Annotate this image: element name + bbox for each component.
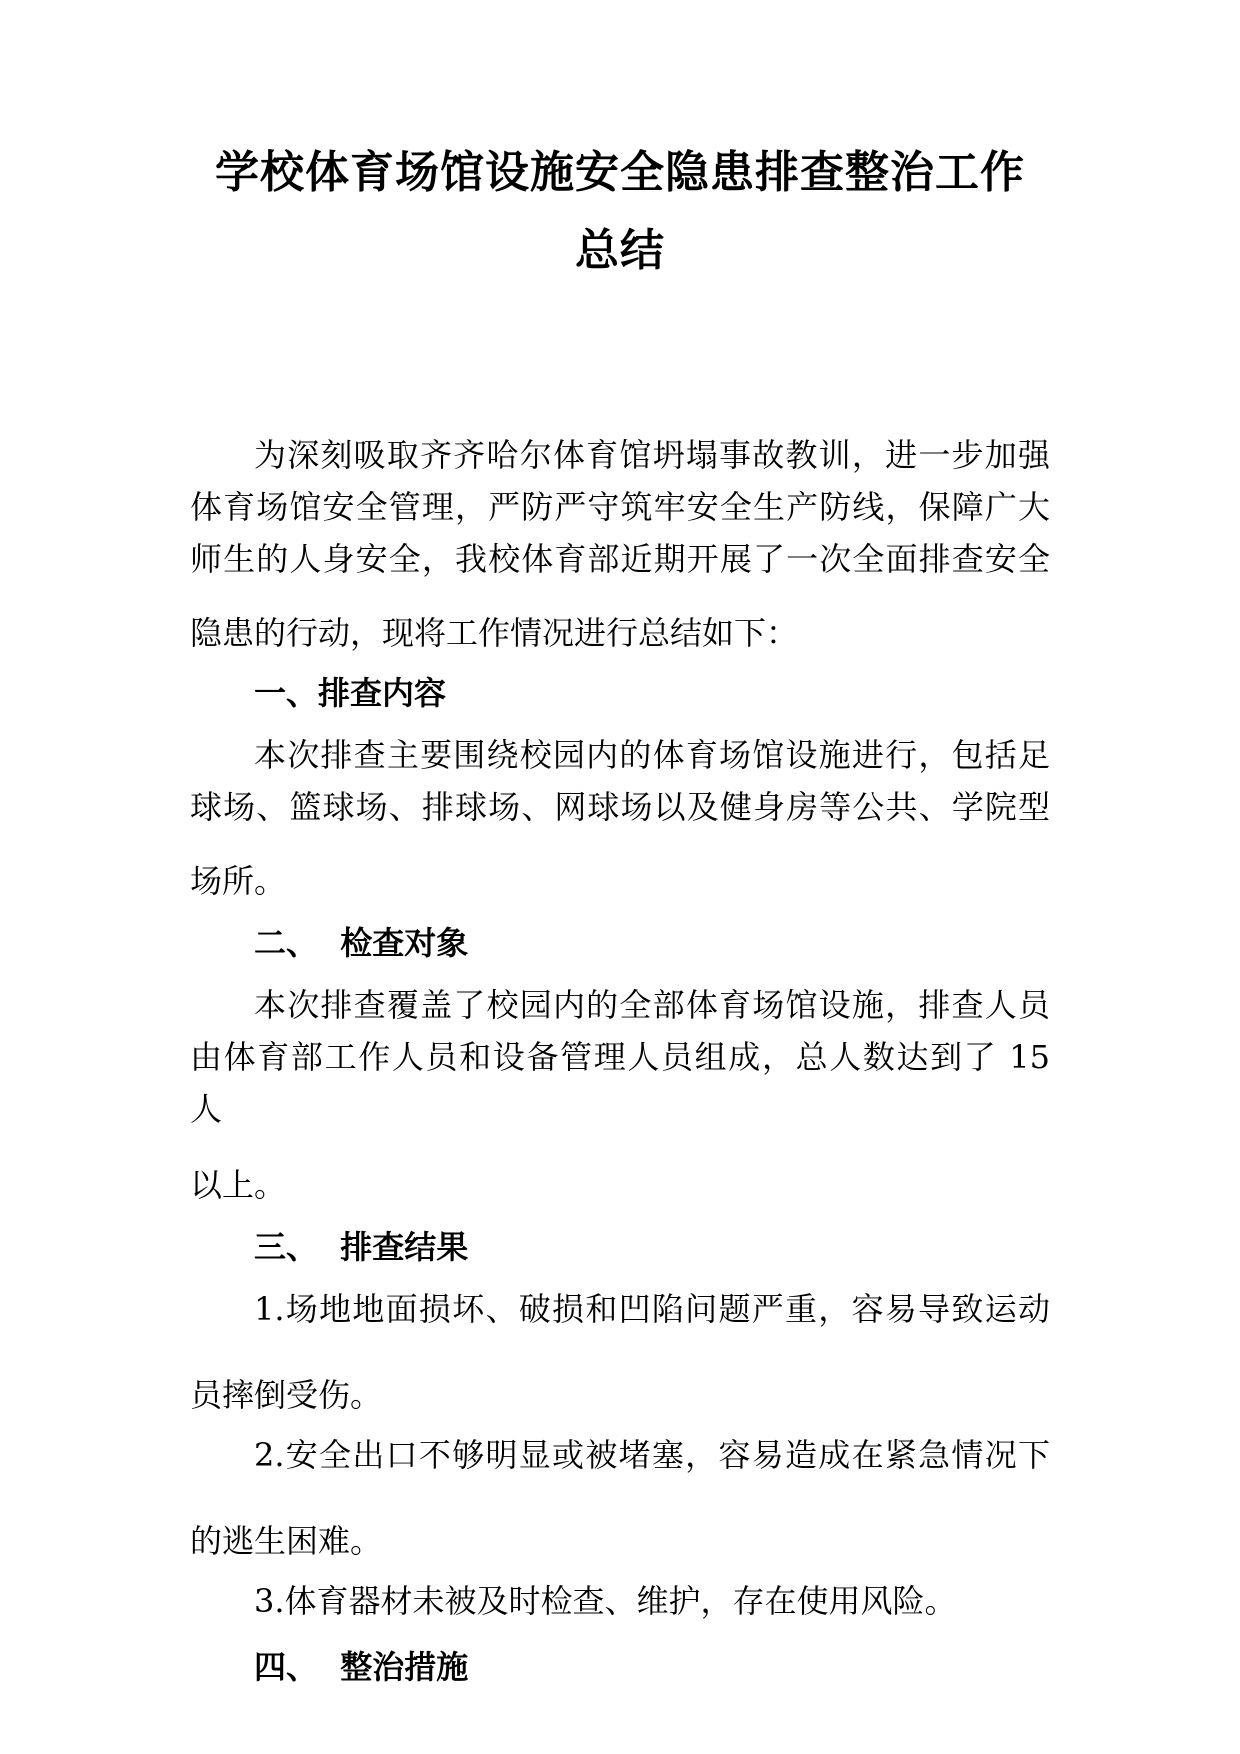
section-1-line-1: 本次排查主要围绕校园内的体育场馆设施进行，包括足 — [254, 736, 1050, 774]
section-3-line-4: 的逃生困难。 — [190, 1522, 383, 1560]
intro-line-3: 师生的人身安全，我校体育部近期开展了一次全面排查安全 — [190, 540, 1050, 578]
section-3-line-2: 员摔倒受伤。 — [190, 1376, 383, 1414]
intro-line-2: 体育场馆安全管理，严防严守筑牢安全生产防线，保障广大 — [190, 488, 1050, 526]
section-2-line-3: 人 — [190, 1090, 223, 1128]
section-3-line-3: 2.安全出口不够明显或被堵塞，容易造成在紧急情况下 — [254, 1436, 1050, 1474]
intro-line-4: 隐患的行动，现将工作情况进行总结如下： — [190, 614, 799, 652]
section-1-heading: 一、排查内容 — [254, 674, 447, 712]
section-4-heading: 四、 整治措施 — [254, 1648, 469, 1686]
section-2-heading: 二、 检查对象 — [254, 924, 469, 962]
section-2-line-1: 本次排查覆盖了校园内的全部体育场馆设施，排查人员 — [254, 986, 1050, 1024]
section-3-line-5: 3.体育器材未被及时检查、维护，存在使用风险。 — [254, 1582, 957, 1620]
document-title-line-1: 学校体育场馆设施安全隐患排查整治工作 — [215, 147, 1025, 198]
document-title-line-2: 总结 — [575, 225, 665, 276]
section-2-line-4: 以上。 — [190, 1166, 287, 1204]
section-2-line-2: 由体育部工作人员和设备管理人员组成，总人数达到了 15 — [190, 1038, 1050, 1076]
section-1-line-2: 球场、篮球场、排球场、网球场以及健身房等公共、学院型 — [190, 788, 1050, 826]
section-3-heading: 三、 排查结果 — [254, 1228, 469, 1266]
section-3-line-1: 1.场地地面损坏、破损和凹陷问题严重，容易导致运动 — [254, 1290, 1050, 1328]
intro-line-1: 为深刻吸取齐齐哈尔体育馆坍塌事故教训，进一步加强 — [254, 436, 1050, 474]
section-1-line-3: 场所。 — [190, 862, 287, 900]
